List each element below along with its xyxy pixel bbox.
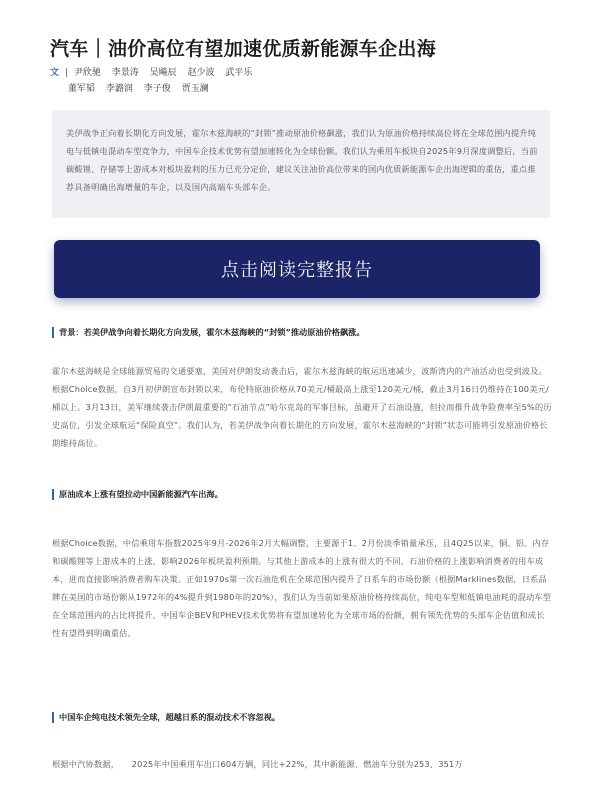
author-name: 吴飚辰 [149,68,177,78]
section-tech-lead [52,712,552,773]
author-list: 文 | 尹欣驰 李景涛 吴飚辰 赵少波 武平乐 董军韬 李潞润 李子俊 贾玉澜 [50,68,253,94]
section-heading: 背景：若美伊战争向着长期化方向发展，霍尔木兹海峡的“封锁”推动原油价格飙涨。 [52,327,552,338]
author-name: 贾玉澜 [181,84,209,94]
author-name: 李潞润 [105,84,133,94]
section-oil-cost [52,489,552,642]
section-paragraph: 根据Choice数据，中信乘用车指数2025年9月-2026年2月大幅调整，主要源于1、2月份淡季销量承压，且4Q25以来，铜、铝、内存和碳酸锂等上游成本的上涨，影响2026年板块盈利预期。与其他上游成本的上涨有很大的不同，石油价格的上涨影响消费者的用车成本，进而直接影响消费者购车决策。正如1970s第一次石油危机在全球范围内提升了日系车的市场份额（根据Marklines数据，日系品牌在美国的市场份额从1972年的4%提升到1980年的20%），我们认为当前如果原油价格持续高位，纯电车型和低镇电油耗的混动车型在全球范围内的占比将提升，中国车企BEV和PHEV技术优势将有望加速转化为全球市场的份额，拥有领先优势的头部车企估值和成长性有望得到明确重估。 [52,538,552,638]
summary-box: 美伊战争正向着长期化方向发展，霍尔木兹海峡的“封锁”推动原油价格飙涨，我们认为原油价格持续高位将在全球范围内提升纯电与低镇电混动车型竞争力，中国车企技术优势有望加速转化为全球份额。我们认为乘用车板块自2025年9月深度调整后，当前碳酸锂、存储等上游成本对板块盈利的压力已充分定价，建议关注油价高位带来的国内优质新能源车企出海逻辑的重估，重点推荐具备明确出海增量的车企，以及国内高端车头部车企。 [52,110,550,218]
author-name: 李景涛 [111,68,139,78]
section-paragraph: 霍尔木兹海峡是全球能源贸易的交通要塞，美国对伊朗发动袭击后，霍尔木兹海峡的航运迅速减少，波斯湾内的产油活动也受到波及。根据Choice数据，自3月初伊朗宣布封锁以来，布伦特原油价格从70美元/桶最高上涨至120美元/桶，截止3月16日仍维持在100美元/桶以上。3月13日，美军继续袭击伊朗最重要的“石油节点”哈尔克岛的军事目标，虽避开了石油设施，但拉而推升战争险费率至5%的历史高位，引发全球航运“保险真空”。我们认为，若美伊战争向着长期化的方向发展，霍尔木兹海峡的“封锁”状态可能将引发原油价格长期维持高位。 [52,366,552,448]
section-heading: 原油成本上涨有望拉动中国新能源汽车出海。 [52,489,552,500]
author-name: 董军韬 [68,84,96,94]
author-prefix: 文 [50,68,60,78]
section-background [52,327,552,452]
author-name: 武平乐 [225,68,253,78]
author-name: 尹欣驰 [73,68,101,78]
read-full-report-button[interactable]: 点击阅读完整报告 [54,240,540,298]
section-heading: 中国车企纯电技术领先全球，超越日系的混动技术不容忽视。 [52,712,552,723]
author-name: 李子俊 [143,84,171,94]
section-paragraph: 根据中汽协数据， 2025年中国乘用车出口604万辆，同比+22%，其中新能源、燃油车分别为253、351万 [52,759,463,769]
author-name: 赵少波 [187,68,215,78]
page-title: 汽车｜油价高位有望加速优质新能源车企出海 [50,38,437,60]
